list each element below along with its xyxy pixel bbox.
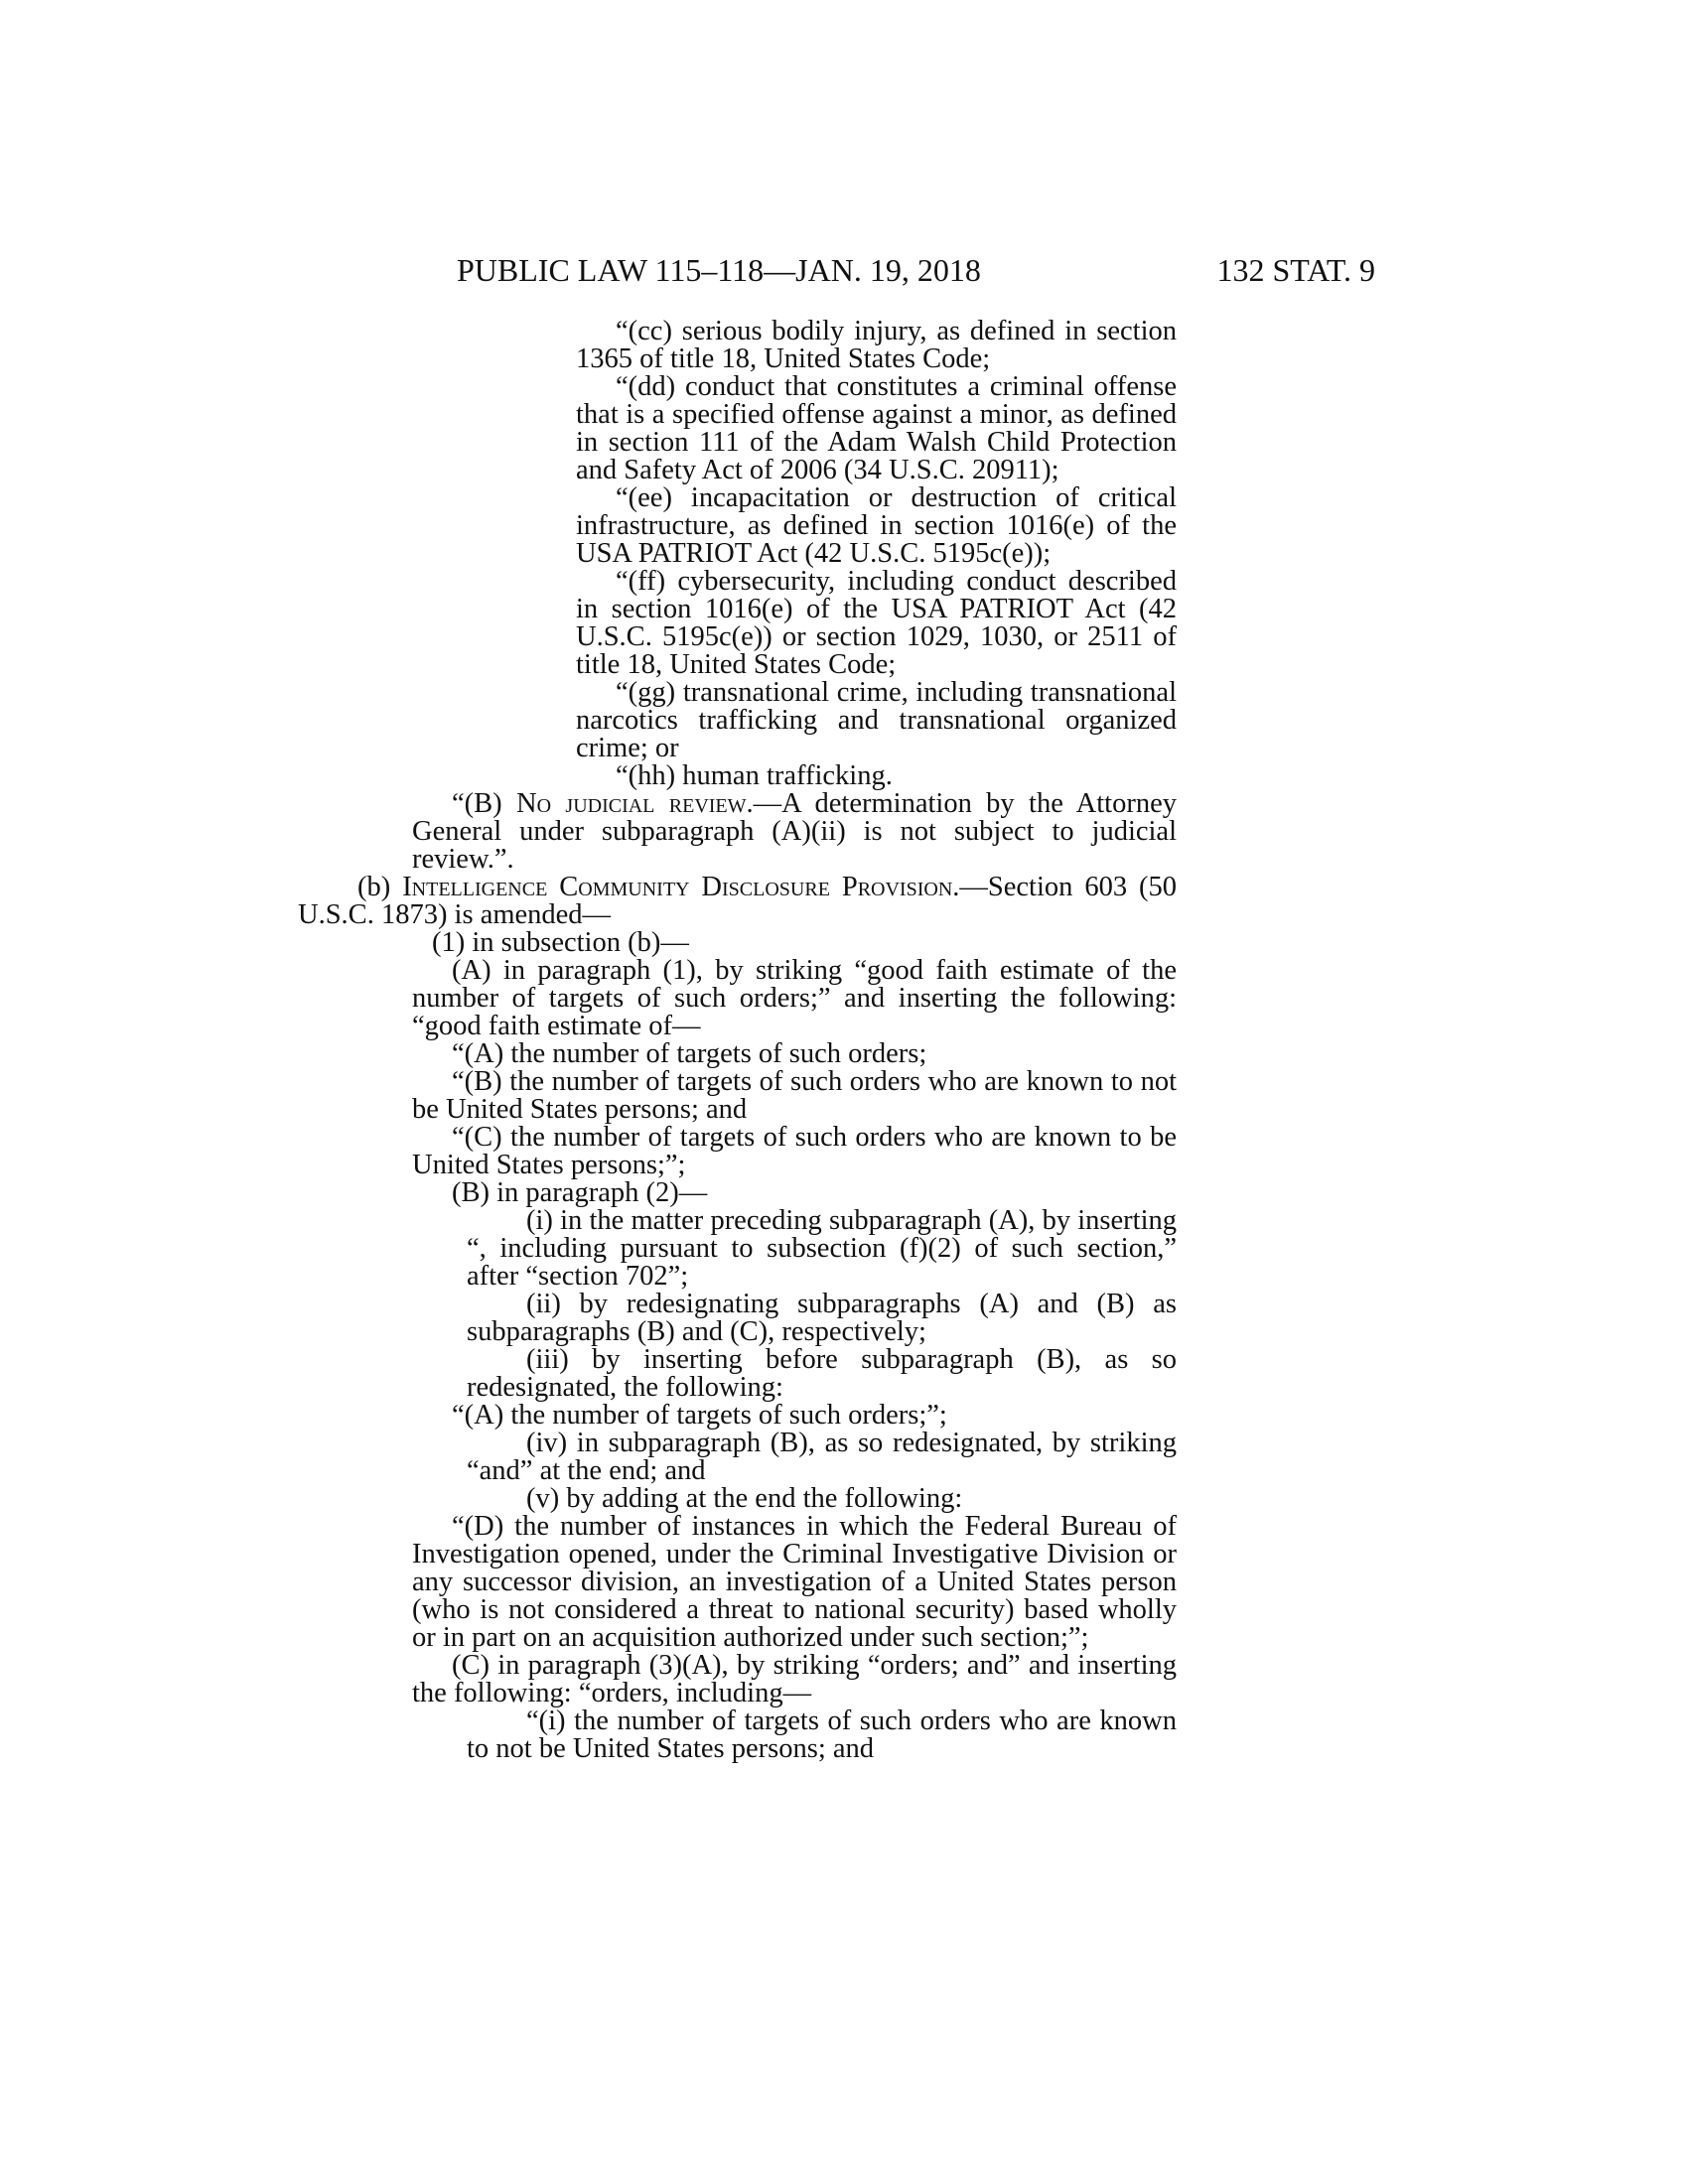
subparagraph-b-heading: No judicial review. xyxy=(516,788,754,819)
subparagraph-b-text: —A determination by the Attorney General under subparagraph (A)(ii) is not subject to judicial review.”. xyxy=(412,788,1177,875)
quoted-i: “(i) the number of targets of such orders who are known to not be United States persons; and xyxy=(467,1706,1177,1764)
clause-v: (v) by adding at the end the following: xyxy=(526,1483,963,1514)
quoted-d: “(D) the number of instances in which the Federal Bureau of Investigation opened, under the Criminal Investigative Division or any successor division, an investigation of a United States person (who is not considered a threat to national security) based wholly or in part on an acquisition authorized under such section;”; xyxy=(412,1511,1177,1653)
quoted-c: “(C) the number of targets of such orders who are known to be United States persons;”; xyxy=(412,1122,1177,1180)
clause-dd: “(dd) conduct that constitutes a criminal offense that is a specified offense against a minor, as defined in section 111 of the Adam Walsh Child Protection and Safety Act of 2006 (34 U.S.C. 20911); xyxy=(576,371,1177,485)
clause-ff: “(ff) cybersecurity, including conduct described in section 1016(e) of the USA PATRIOT Act (42 U.S.C. 5195c(e)) or section 1029, 1030, or 2511 of title 18, United States Code; xyxy=(576,566,1177,680)
clause-ee: “(ee) incapacitation or destruction of critical infrastructure, as defined in section 1016(e) of the USA PATRIOT Act (42 U.S.C. 5195c(e)); xyxy=(576,482,1177,569)
subsection-b-intelligence-disclosure xyxy=(298,874,1177,929)
subparagraph-b-no-judicial-review xyxy=(298,790,1177,874)
statute-page-number: 132 STAT. 9 xyxy=(1216,252,1375,288)
quoted-a: “(A) the number of targets of such orders; xyxy=(452,1038,927,1069)
clause-iii: (iii) by inserting before subparagraph (B), as so redesignated, the following: xyxy=(467,1344,1177,1403)
subparagraph-b-label: “(B) xyxy=(452,788,517,819)
law-body xyxy=(298,318,1177,1763)
paragraph-1-c: (C) in paragraph (3)(A), by striking “orders; and” and inserting the following: “orders, including— xyxy=(412,1650,1177,1708)
clause-iv: (iv) in subparagraph (B), as so redesignated, by striking “and” at the end; and xyxy=(467,1428,1177,1486)
law-title: PUBLIC LAW 115–118—JAN. 19, 2018 xyxy=(457,252,981,288)
subsection-b-label: (b) xyxy=(357,872,403,902)
quoted-a-redesignated: “(A) the number of targets of such orders;”; xyxy=(452,1400,947,1431)
clause-i: (i) in the matter preceding subparagraph (A), by inserting “, including pursuant to subsection (f)(2) of such section,” after “section 702”; xyxy=(467,1205,1177,1292)
clause-hh: “(hh) human trafficking. xyxy=(616,760,893,791)
clause-gg: “(gg) transnational crime, including transnational narcotics trafficking and transnational organized crime; or xyxy=(576,677,1177,763)
page-header xyxy=(457,250,1375,290)
quoted-b: “(B) the number of targets of such orders who are known to not be United States persons; and xyxy=(412,1066,1177,1125)
clause-cc: “(cc) serious bodily injury, as defined in section 1365 of title 18, United States Code; xyxy=(576,316,1177,374)
subsection-b-text: —Section 603 (50 U.S.C. 1873) is amended— xyxy=(298,872,1178,930)
paragraph-1-b: (B) in paragraph (2)— xyxy=(452,1177,708,1208)
subsection-b-heading: Intelligence Community Disclosure Provision. xyxy=(402,872,960,902)
clause-ii: (ii) by redesignating subparagraphs (A) and (B) as subparagraphs (B) and (C), respectively; xyxy=(467,1289,1177,1347)
paragraph-1: (1) in subsection (b)— xyxy=(432,927,689,958)
paragraph-1-a: (A) in paragraph (1), by striking “good faith estimate of the number of targets of such orders;” and inserting the following: “good faith estimate of— xyxy=(412,955,1177,1041)
